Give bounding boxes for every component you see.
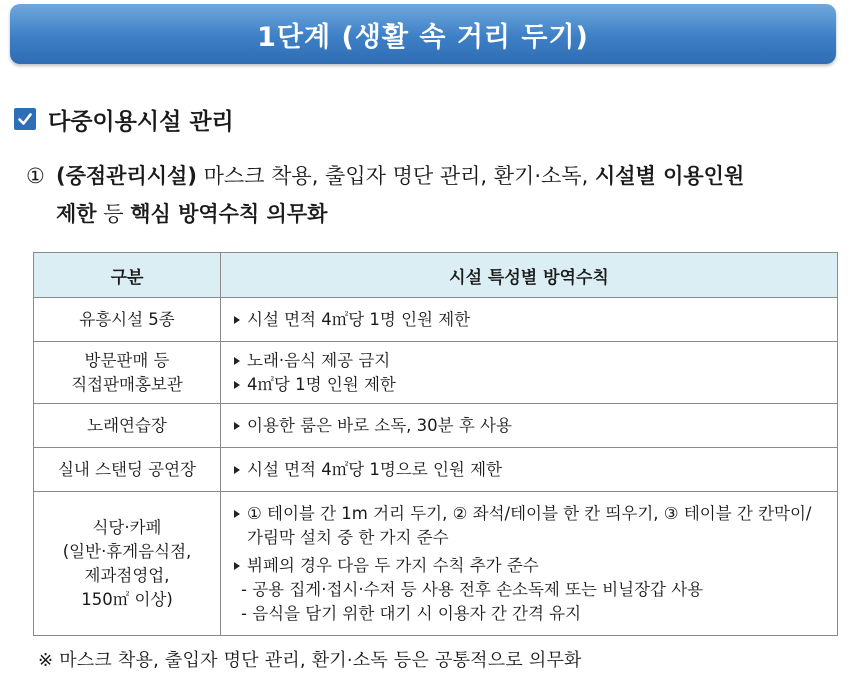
section-heading xyxy=(14,102,234,136)
rule-bullet: 시설 면적 4㎡당 1명 인원 제한 xyxy=(233,308,827,332)
point-bold-1: 시설별 이용인원 xyxy=(594,164,745,188)
point-text-1: 마스크 착용, 출입자 명단 관리, 환기·소독, xyxy=(196,164,595,188)
row-category: 유흥시설 5종 xyxy=(34,298,221,342)
rule-bullet: 노래·음식 제공 금지 xyxy=(233,349,827,373)
table-row xyxy=(34,448,838,492)
point-number: ① xyxy=(26,164,45,188)
table-header-row xyxy=(34,253,838,298)
row-rules xyxy=(221,492,838,636)
banner-title: 1단계 (생활 속 거리 두기) xyxy=(257,21,589,53)
row-category: 실내 스탠딩 공연장 xyxy=(34,448,221,492)
row-rules xyxy=(221,342,838,404)
section-title: 다중이용시설 관리 xyxy=(48,108,234,135)
rule-bullet: 시설 면적 4㎡당 1명으로 인원 제한 xyxy=(233,458,827,482)
header-category: 구분 xyxy=(34,253,221,298)
row-rules xyxy=(221,448,838,492)
row-category: 노래연습장 xyxy=(34,404,221,448)
row-category: 방문판매 등 직접판매홍보관 xyxy=(34,342,221,404)
rule-bullet: 이용한 룸은 바로 소독, 30분 후 사용 xyxy=(233,414,827,438)
header-rules: 시설 특성별 방역수칙 xyxy=(221,253,838,298)
stage-banner xyxy=(10,4,836,64)
point-bold-2: 제한 xyxy=(56,202,97,226)
rule-bullet: 뷔페의 경우 다음 두 가지 수칙 추가 준수 xyxy=(233,554,827,578)
row-rules xyxy=(221,404,838,448)
row-category: 식당·카페 (일반·휴게음식점, 제과점영업, 150㎡ 이상) xyxy=(34,492,221,636)
row-rules xyxy=(221,298,838,342)
table-row xyxy=(34,298,838,342)
point-tag: (중점관리시설) xyxy=(56,164,197,188)
rules-table xyxy=(33,252,838,636)
table-row xyxy=(34,492,838,636)
point-text-2: 등 xyxy=(96,202,131,226)
rule-bullet: ① 테이블 간 1m 거리 두기, ② 좌석/테이블 한 칸 띄우기, ③ 테이블 간 칸막이/가림막 설치 중 한 가지 준수 xyxy=(233,502,827,550)
checkbox-icon xyxy=(14,108,36,130)
key-point xyxy=(26,157,842,233)
rule-bullet: 4㎡당 1명 인원 제한 xyxy=(233,373,827,397)
rule-sub-item: - 음식을 담기 위한 대기 시 이용자 간 간격 유지 xyxy=(241,603,582,623)
rule-sub-item: - 공용 집게·접시·수저 등 사용 전후 손소독제 또는 비닐장갑 사용 xyxy=(241,579,704,599)
table-row xyxy=(34,404,838,448)
point-bold-3: 핵심 방역수칙 의무화 xyxy=(130,202,328,226)
table-row xyxy=(34,342,838,404)
footnote: ※ 마스크 착용, 출입자 명단 관리, 환기·소독 등은 공통적으로 의무화 xyxy=(38,650,582,671)
